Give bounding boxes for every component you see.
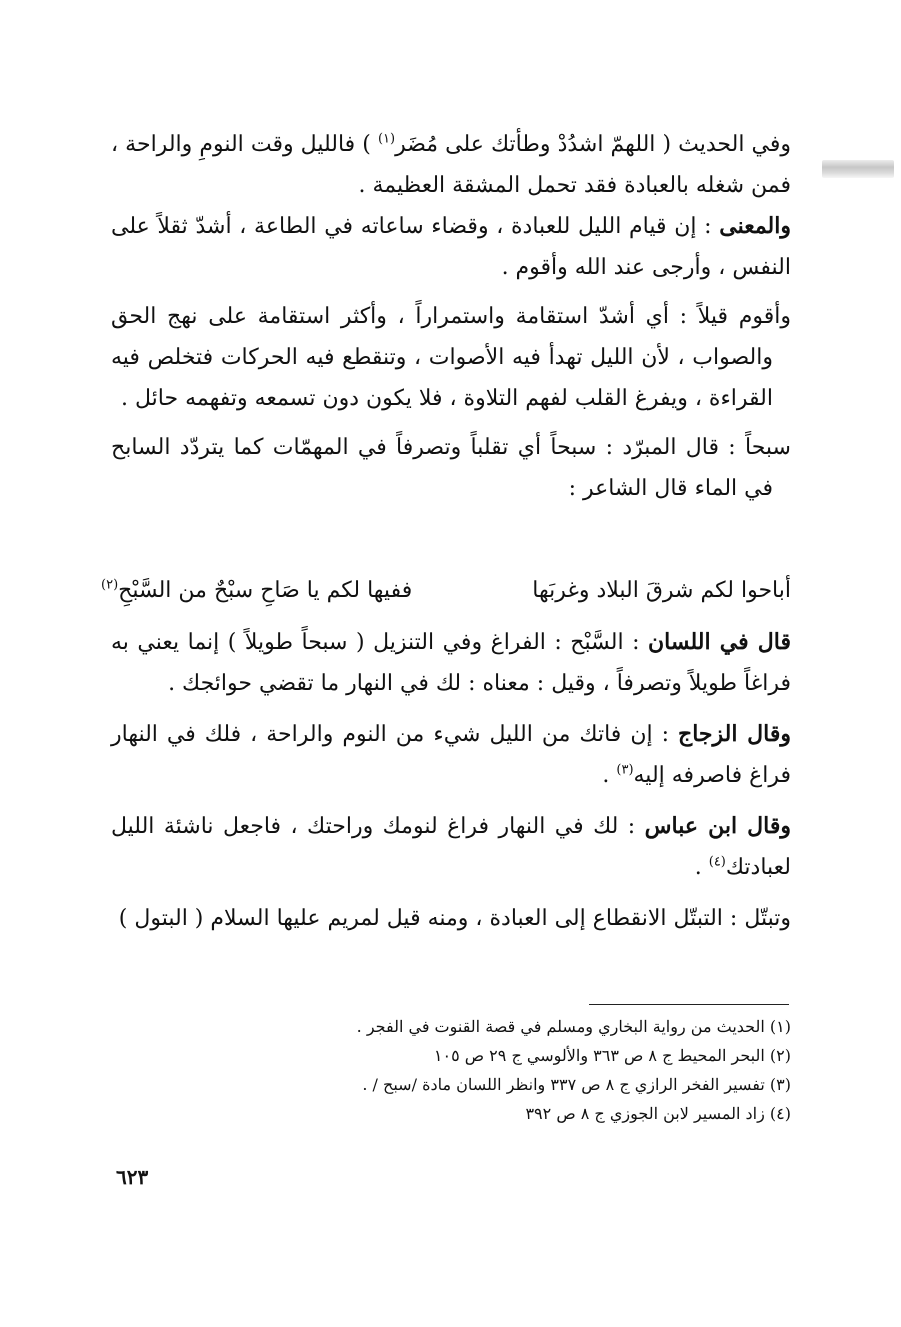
footnote-3: (٣) تفسير الفخر الرازي ج ٨ ص ٣٣٧ وانظر اللسان مادة /سبح / . (362, 1075, 791, 1094)
body-text-lower (111, 622, 791, 939)
paragraph-text: وفي الحديث ( اللهمّ اشدُدْ وطأتك على مُضَر (395, 132, 791, 157)
poem-second-hemistich-wrap (101, 570, 412, 611)
paragraph-zajjaj (111, 714, 791, 796)
paragraph-text: : لك في النهار فراغ لنومك وراحتك ، فاجعل ناشئة الليل لعبادتك (111, 814, 791, 880)
footnotes (151, 1012, 791, 1128)
paragraph-text: : السَّبْح : الفراغ وفي التنزيل ( سبحاً طويلاً ) إنما يعني به فراغاً طويلاً وتصرفاً ، وقيل : معناه : لك في النهار ما تقضي حوائجك . (111, 630, 791, 696)
paragraph-tail: . (602, 763, 617, 788)
term-heading: وقال الزجاج (678, 721, 791, 747)
poem-second-hemistich: ففيها لكم يا صَاحِ سبْحٌ من السَّبْحِ (118, 578, 413, 603)
footnote-4: (٤) زاد المسير لابن الجوزي ج ٨ ص ٣٩٢ (525, 1104, 791, 1123)
paragraph-ibn-abbas (111, 806, 791, 888)
poem-first-hemistich: أباحوا لكم شرقَ البلاد وغربَها (532, 578, 791, 603)
paragraph-sabhan (111, 427, 791, 509)
poem-verse (101, 570, 791, 611)
paragraph-text: وتبتّل : التبتّل الانقطاع إلى العبادة ، ومنه قيل لمريم عليها السلام ( البتول ) (118, 906, 791, 931)
paragraph-text: : إن فاتك من الليل شيء من النوم والراحة ، فلك في النهار فراغ فاصرفه إليه (111, 722, 791, 788)
paragraph-text: سبحاً : قال المبرّد : سبحاً أي تقلباً وتصرفاً في المهمّات كما يتردّد السابح في الماء قال الشاعر : (111, 435, 791, 501)
paragraph-lisan (111, 622, 791, 704)
footnote-1: (١) الحديث من رواية البخاري ومسلم في قصة القنوت في الفجر . (356, 1017, 791, 1036)
term-heading: والمعنى (719, 213, 791, 239)
paragraph-text: وأقوم قيلاً : أي أشدّ استقامة واستمراراً ، وأكثر استقامة على نهج الحق والصواب ، لأن الليل تهدأ فيه الأصوات ، وتنقطع فيه الحركات فتخلص فيه القراءة ، ويفرغ القلب لفهم التلاوة ، فلا يكون دون تسمعه وتفهمه حائل . (111, 304, 791, 411)
footnote-2: (٢) البحر المحيط ج ٨ ص ٣٦٣ والألوسي ج ٢٩ ص ١٠٥ (433, 1046, 791, 1065)
footnote-ref: (٤) (708, 854, 726, 870)
term-heading: وقال ابن عباس (644, 813, 791, 839)
paragraph-aqwam (111, 296, 791, 419)
paragraph-tabattul (111, 898, 791, 939)
body-text-upper (111, 124, 791, 509)
term-heading: قال في اللسان (648, 629, 791, 655)
paragraph-text: : إن قيام الليل للعبادة ، وقضاء ساعاته في الطاعة ، أشدّ ثقلاً على النفس ، وأرجى عند الله وأقوم . (111, 214, 791, 280)
paragraph-tail: . (694, 855, 709, 880)
page-number: ٦٢٣ (116, 1165, 149, 1189)
paragraph-meaning (111, 206, 791, 288)
footnote-ref: (١) (377, 131, 396, 147)
scan-smudge (822, 160, 894, 178)
paragraph-hadith (111, 124, 791, 206)
footnote-separator (589, 1004, 789, 1005)
paragraph-tail: ) فالليل وقت النومِ والراحة ، فمن شغله بالعبادة فقد تحمل المشقة العظيمة . (111, 132, 791, 198)
footnote-ref: (٢) (101, 577, 119, 593)
footnote-ref: (٣) (616, 762, 634, 778)
